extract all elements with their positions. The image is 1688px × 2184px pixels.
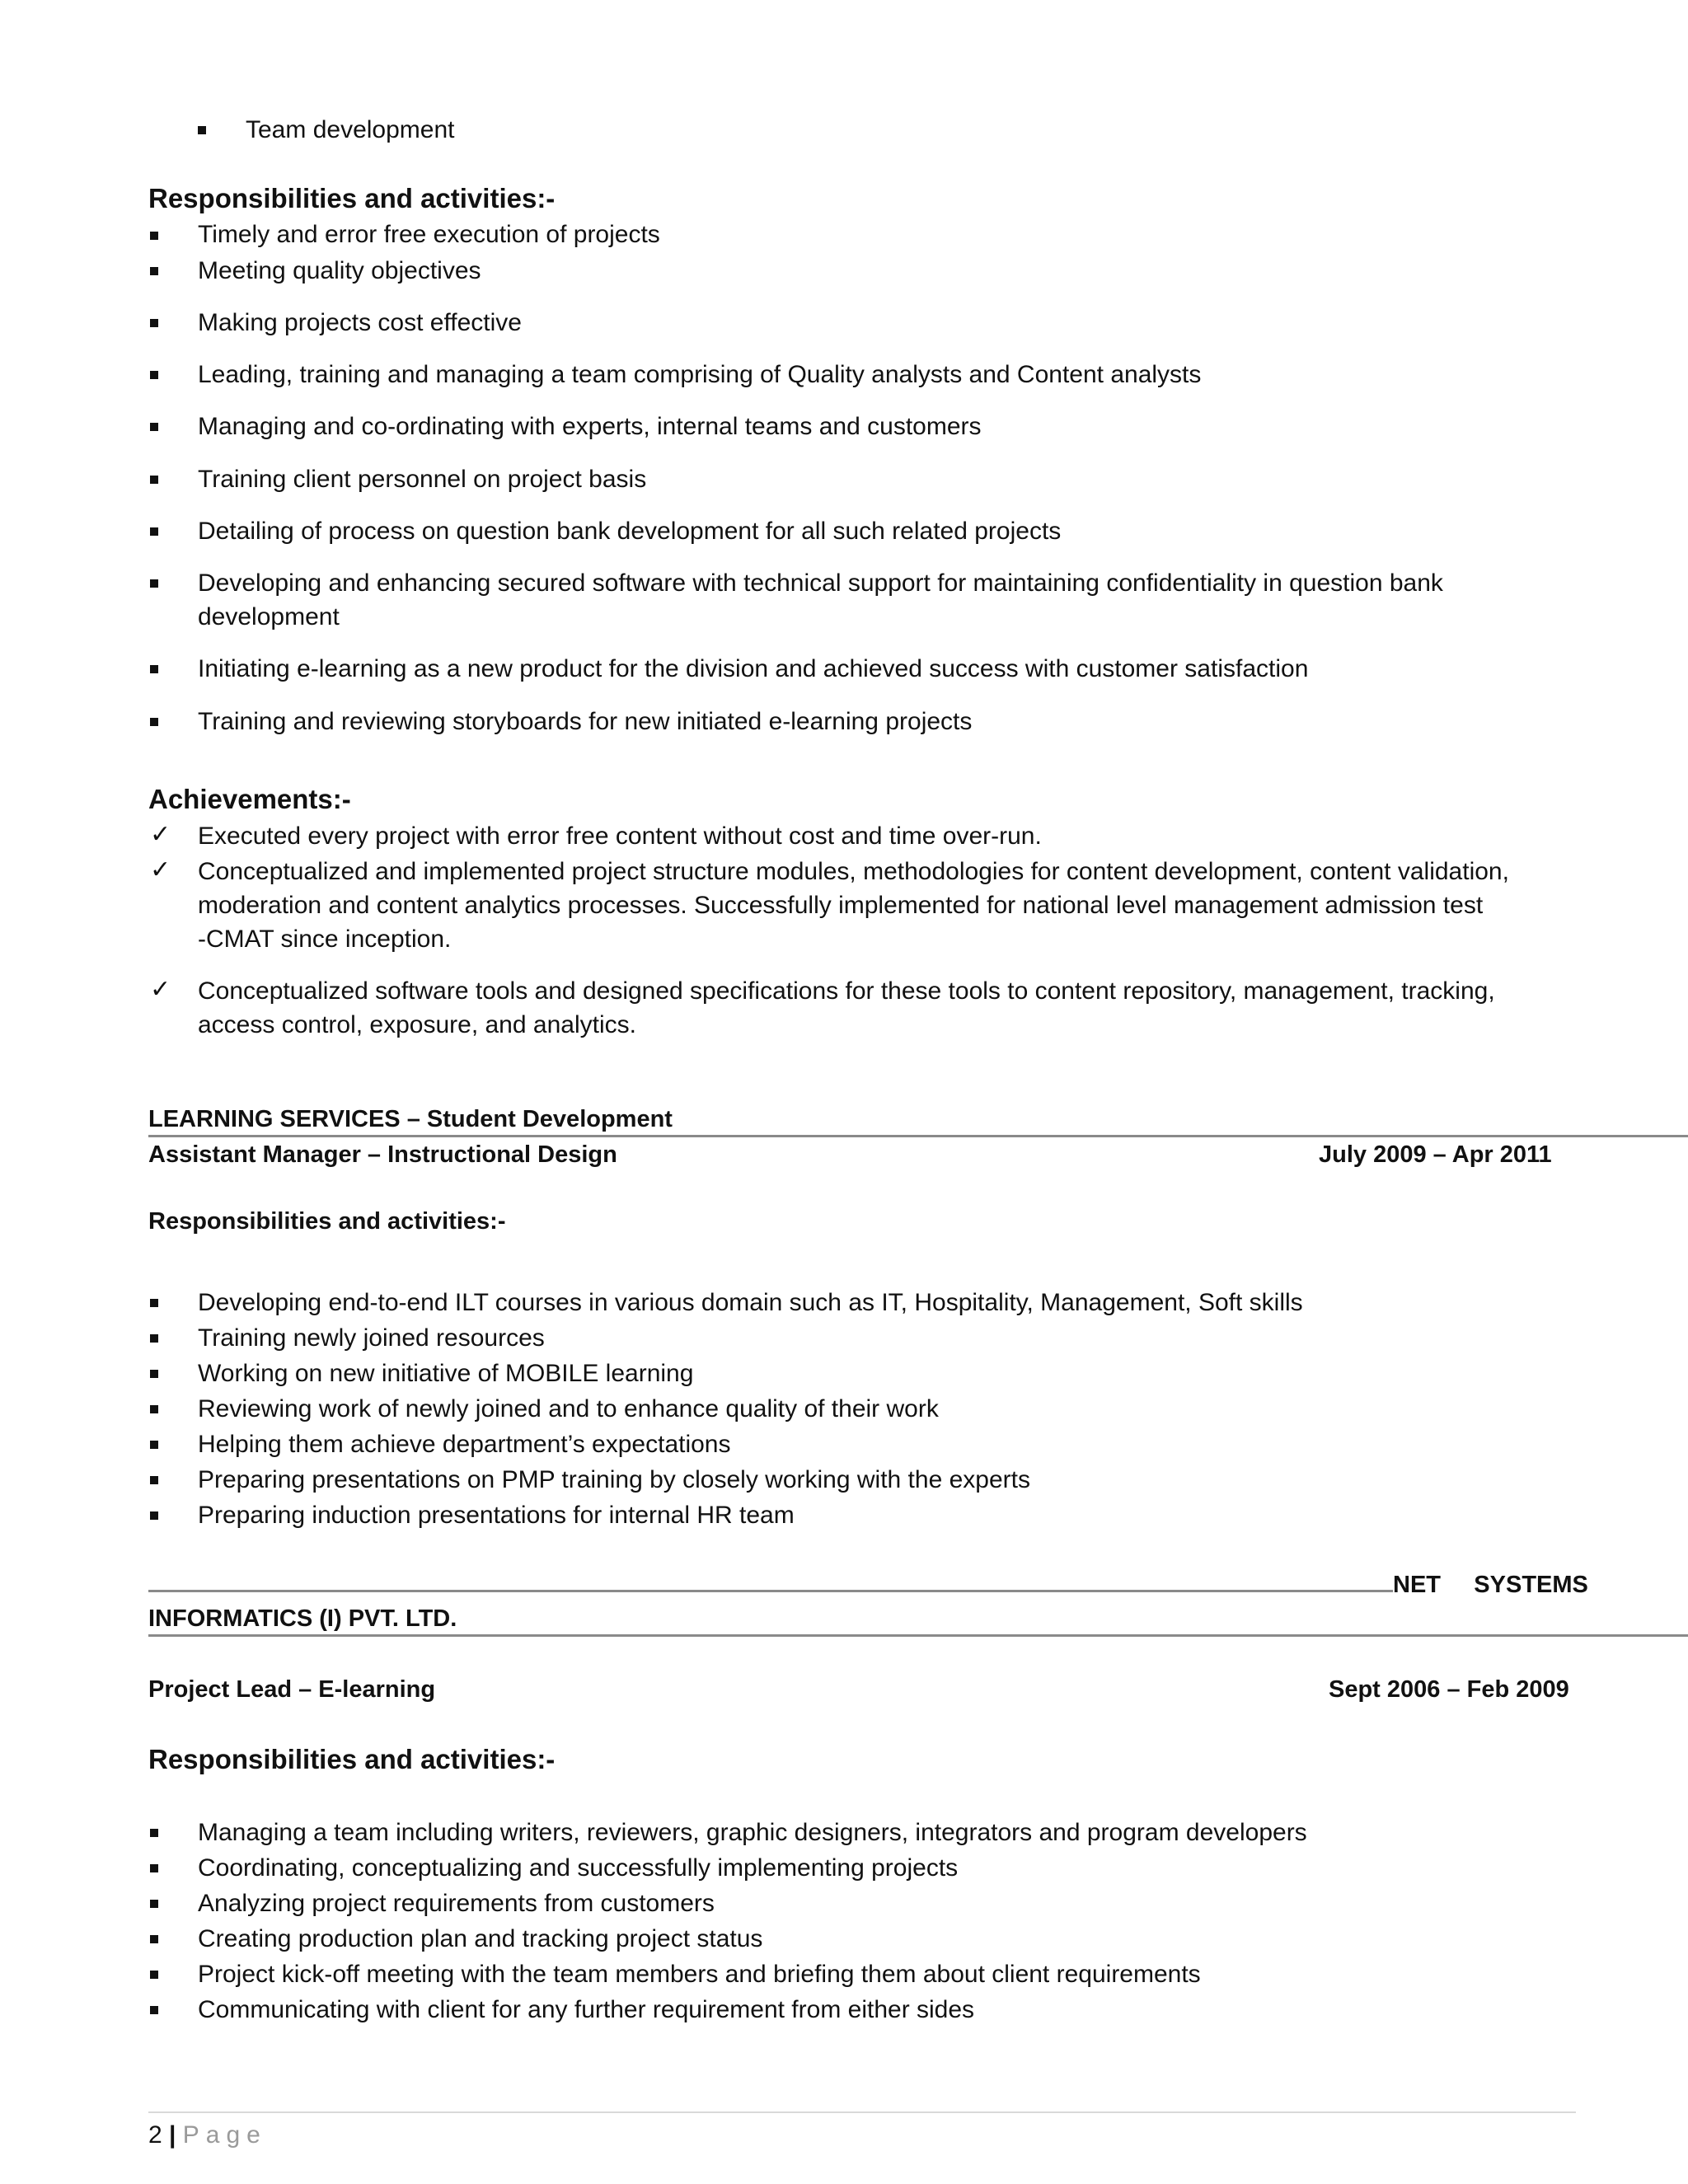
page-separator: | — [169, 2121, 176, 2149]
job-responsibilities-heading: Responsibilities and activities:- — [148, 1208, 506, 1235]
bullet-square-icon — [150, 1511, 158, 1520]
company-name: INFORMATICS (I) PVT. LTD. — [148, 1605, 457, 1632]
list-item: Detailing of process on question bank development for all such related projects — [198, 518, 1062, 545]
list-item-continuation: development — [198, 603, 340, 630]
bullet-square-icon — [150, 1441, 158, 1449]
list-item: Managing and co-ordinating with experts, internal teams and customers — [198, 413, 982, 440]
list-item: Leading, training and managing a team comprising of Quality analysts and Content analysts — [198, 361, 1202, 388]
list-item: Developing and enhancing secured software with technical support for maintaining confidentiality in question bank — [198, 569, 1443, 597]
bullet-square-icon — [150, 232, 158, 240]
bullet-square-icon — [150, 423, 158, 431]
bullet-square-icon — [150, 1935, 158, 1943]
section-divider — [148, 1590, 1393, 1592]
job-department: LEARNING SERVICES – Student Development — [148, 1106, 673, 1132]
bullet-square-icon — [150, 718, 158, 726]
checkmark-icon: ✓ — [150, 820, 171, 849]
checkmark-icon: ✓ — [150, 855, 171, 884]
list-item: Making projects cost effective — [198, 309, 522, 336]
bullet-square-icon — [150, 1971, 158, 1979]
achievement-line-continuation: -CMAT since inception. — [198, 926, 452, 953]
list-item: Creating production plan and tracking project status — [198, 1925, 763, 1952]
achievement-line: Conceptualized and implemented project structure modules, methodologies for content development, content validation, — [198, 858, 1509, 885]
list-item: Developing end-to-end ILT courses in various domain such as IT, Hospitality, Management, Soft skills — [198, 1289, 1303, 1316]
list-item: Analyzing project requirements from customers — [198, 1890, 715, 1917]
checkmark-icon: ✓ — [150, 975, 171, 1004]
bullet-square-icon — [150, 371, 158, 379]
bullet-square-icon — [150, 1476, 158, 1484]
job-title: Assistant Manager – Instructional Design — [148, 1141, 617, 1168]
job-responsibilities-heading: Responsibilities and activities:- — [148, 1744, 556, 1774]
list-item: Coordinating, conceptualizing and successfully implementing projects — [198, 1854, 959, 1882]
page-label: Page — [182, 2121, 267, 2149]
job-dates: Sept 2006 – Feb 2009 — [1329, 1676, 1569, 1703]
bullet-square-icon — [150, 267, 158, 275]
bullet-square-icon — [150, 665, 158, 673]
list-item: Working on new initiative of MOBILE learning — [198, 1360, 694, 1387]
list-item: Meeting quality objectives — [198, 257, 481, 284]
list-item: Initiating e-learning as a new product for the division and achieved success with customer satisfaction — [198, 655, 1309, 682]
bullet-square-icon — [150, 2006, 158, 2014]
bullet-square-icon — [150, 476, 158, 484]
list-item: Reviewing work of newly joined and to enhance quality of their work — [198, 1395, 939, 1422]
list-item: Training newly joined resources — [198, 1324, 545, 1352]
bullet-square-icon — [150, 527, 158, 536]
section-heading: Responsibilities and activities:- — [148, 183, 556, 213]
bullet-square-icon — [150, 1334, 158, 1343]
list-item: Project kick-off meeting with the team members and briefing them about client requirements — [198, 1961, 1201, 1988]
job-title: Project Lead – E-learning — [148, 1676, 436, 1703]
bullet-square-icon — [150, 579, 158, 588]
footer-divider — [148, 2111, 1576, 2113]
list-item: Preparing presentations on PMP training by closely working with the experts — [198, 1466, 1030, 1493]
bullet-square-icon — [150, 1829, 158, 1837]
bullet-square-icon — [150, 1299, 158, 1307]
page-footer — [148, 2119, 267, 2152]
job-dates: July 2009 – Apr 2011 — [1319, 1141, 1552, 1168]
bullet-square-icon — [198, 126, 206, 134]
page-number: 2 — [148, 2121, 162, 2149]
list-item: Helping them achieve department’s expectations — [198, 1431, 731, 1458]
list-item: Managing a team including writers, reviewers, graphic designers, integrators and program developers — [198, 1819, 1307, 1846]
bullet-square-icon — [150, 319, 158, 327]
achievement-line: Conceptualized software tools and designed specifications for these tools to content repository, management, tracking, — [198, 977, 1495, 1005]
top-bullet-text: Team development — [246, 116, 455, 143]
company-name-right: NET SYSTEMS — [1393, 1572, 1588, 1598]
achievements-heading: Achievements:- — [148, 784, 351, 814]
list-item: Timely and error free execution of projects — [198, 221, 660, 248]
list-item: Preparing induction presentations for internal HR team — [198, 1502, 795, 1529]
section-divider — [148, 1135, 1688, 1137]
achievement-line-continuation: access control, exposure, and analytics. — [198, 1011, 636, 1038]
achievement-line: Executed every project with error free content without cost and time over-run. — [198, 823, 1042, 850]
list-item: Training and reviewing storyboards for new initiated e-learning projects — [198, 708, 973, 735]
section-divider — [148, 1634, 1688, 1637]
bullet-square-icon — [150, 1900, 158, 1908]
list-item: Communicating with client for any further requirement from either sides — [198, 1996, 975, 2023]
list-item: Training client personnel on project basis — [198, 466, 647, 493]
bullet-square-icon — [150, 1864, 158, 1872]
bullet-square-icon — [150, 1405, 158, 1413]
bullet-square-icon — [150, 1370, 158, 1378]
achievement-line-continuation: moderation and content analytics processes. Successfully implemented for national level management admission test — [198, 892, 1484, 919]
